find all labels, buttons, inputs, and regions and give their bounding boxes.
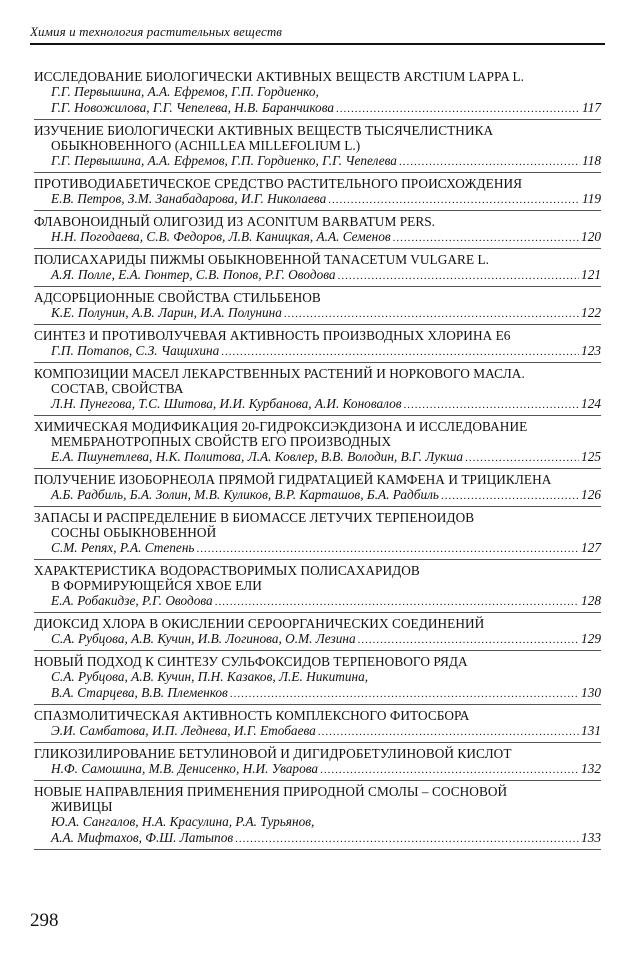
entry-title: ДИОКСИД ХЛОРА В ОКИСЛЕНИИ СЕРООРГАНИЧЕСКИХ СОЕДИНЕНИЙ bbox=[34, 616, 485, 631]
entry-page-number: 125 bbox=[581, 449, 601, 464]
entry-authors: С.М. Репях, Р.А. Степень bbox=[51, 540, 195, 555]
entry-authors: В.А. Старцева, В.В. Племенков bbox=[51, 685, 228, 700]
entry-authors-line bbox=[34, 267, 601, 284]
entry-authors: Г.Г. Первышина, А.А. Ефремов, Г.П. Гордиенко, Г.Г. Чепелева bbox=[51, 153, 397, 168]
entry-authors: Е.А. Робакидзе, Р.Г. Оводова bbox=[51, 593, 213, 608]
dot-leader bbox=[399, 154, 580, 170]
entry-authors-line bbox=[34, 723, 601, 740]
dot-leader bbox=[284, 306, 579, 322]
entry-title: КОМПОЗИЦИИ МАСЕЛ ЛЕКАРСТВЕННЫХ РАСТЕНИЙ И НОРКОВОГО МАСЛА. bbox=[34, 366, 525, 381]
entry-title: В ФОРМИРУЮЩЕЙСЯ ХВОЕ ЕЛИ bbox=[51, 578, 262, 593]
entry-authors: Н.Н. Погодаева, С.В. Федоров, Л.В. Каницкая, А.А. Семенов bbox=[51, 229, 391, 244]
entry-page-number: 117 bbox=[582, 100, 601, 115]
table-of-contents bbox=[34, 66, 601, 850]
entry-page-number: 119 bbox=[582, 191, 601, 206]
entry-authors-line bbox=[34, 540, 601, 557]
entry-page-number: 126 bbox=[581, 487, 601, 502]
entry-authors-line bbox=[34, 305, 601, 322]
entry-page-number: 122 bbox=[581, 305, 601, 320]
entry-page-number: 132 bbox=[581, 761, 601, 776]
entry-authors: С.А. Рубцова, А.В. Кучин, И.В. Логинова, О.М. Лезина bbox=[51, 631, 356, 646]
entry-page-number: 128 bbox=[581, 593, 601, 608]
entry-authors: Г.Г. Новожилова, Г.Г. Чепелева, Н.В. Баранчикова bbox=[51, 100, 335, 115]
dot-leader bbox=[215, 594, 579, 610]
dot-leader bbox=[404, 397, 580, 413]
entry-title: ПОЛУЧЕНИЕ ИЗОБОРНЕОЛА ПРЯМОЙ ГИДРАТАЦИЕЙ КАМФЕНА И ТРИЦИКЛЕНА bbox=[34, 472, 552, 487]
entry-authors: Н.Ф. Самошина, М.В. Денисенко, Н.И. Уварова bbox=[51, 761, 319, 776]
entry-authors: Е.В. Петров, З.М. Занабадарова, И.Г. Николаева bbox=[51, 191, 327, 206]
entry-title: ИССЛЕДОВАНИЕ БИОЛОГИЧЕСКИ АКТИВНЫХ ВЕЩЕСТВ ARCTIUM LAPPA L. bbox=[34, 69, 525, 84]
entry-title: АДСОРБЦИОННЫЕ СВОЙСТВА СТИЛЬБЕНОВ bbox=[34, 290, 321, 305]
entry-authors-line bbox=[34, 449, 601, 466]
toc-entry bbox=[34, 211, 601, 249]
dot-leader bbox=[441, 488, 579, 504]
dot-leader bbox=[320, 762, 579, 778]
entry-title: СОСТАВ, СВОЙСТВА bbox=[51, 381, 184, 396]
entry-authors: А.Б. Радбиль, Б.А. Золин, М.В. Куликов, В.Р. Карташов, Б.А. Радбиль bbox=[51, 487, 439, 502]
entry-page-number: 127 bbox=[581, 540, 601, 555]
entry-page-number: 123 bbox=[581, 343, 601, 358]
toc-entry bbox=[34, 781, 601, 850]
dot-leader bbox=[336, 101, 580, 117]
dot-leader bbox=[393, 230, 579, 246]
entry-authors: А.А. Мифтахов, Ф.Ш. Латыпов bbox=[51, 830, 234, 845]
dot-leader bbox=[221, 344, 579, 360]
entry-title: ИЗУЧЕНИЕ БИОЛОГИЧЕСКИ АКТИВНЫХ ВЕЩЕСТВ ТЫСЯЧЕЛИСТНИКА bbox=[34, 123, 494, 138]
toc-entry bbox=[34, 120, 601, 173]
entry-page-number: 131 bbox=[581, 723, 601, 738]
entry-page-number: 120 bbox=[581, 229, 601, 244]
entry-page-number: 124 bbox=[581, 396, 601, 411]
dot-leader bbox=[197, 541, 580, 557]
dot-leader bbox=[235, 831, 579, 847]
entry-title: ПОЛИСАХАРИДЫ ПИЖМЫ ОБЫКНОВЕННОЙ TANACETUM VULGARE L. bbox=[34, 252, 490, 267]
entry-authors: Ю.А. Сангалов, Н.А. Красулина, Р.А. Турьянов, bbox=[51, 814, 315, 829]
entry-title: МЕМБРАНОТРОПНЫХ СВОЙСТВ ЕГО ПРОИЗВОДНЫХ bbox=[51, 434, 392, 449]
entry-title: НОВЫЙ ПОДХОД К СИНТЕЗУ СУЛЬФОКСИДОВ ТЕРПЕНОВОГО РЯДА bbox=[34, 654, 468, 669]
entry-page-number: 129 bbox=[581, 631, 601, 646]
toc-entry bbox=[34, 560, 601, 613]
toc-entry bbox=[34, 66, 601, 120]
entry-authors: К.Е. Полунин, А.В. Ларин, И.А. Полунина bbox=[51, 305, 282, 320]
entry-title: ПРОТИВОДИАБЕТИЧЕСКОЕ СРЕДСТВО РАСТИТЕЛЬНОГО ПРОИСХОЖДЕНИЯ bbox=[34, 176, 523, 191]
entry-title: СОСНЫ ОБЫКНОВЕННОЙ bbox=[51, 525, 217, 540]
page-number: 298 bbox=[30, 910, 59, 931]
entry-authors-line bbox=[34, 396, 601, 413]
toc-entry bbox=[34, 651, 601, 705]
entry-title: ЖИВИЦЫ bbox=[51, 799, 113, 814]
entry-authors-line bbox=[34, 830, 601, 847]
entry-authors-line bbox=[34, 191, 601, 208]
entry-authors: А.Я. Полле, Е.А. Гюнтер, С.В. Попов, Р.Г. Оводова bbox=[51, 267, 336, 282]
toc-entry bbox=[34, 287, 601, 325]
entry-title: ГЛИКОЗИЛИРОВАНИЕ БЕТУЛИНОВОЙ И ДИГИДРОБЕТУЛИНОВОЙ КИСЛОТ bbox=[34, 746, 512, 761]
dot-leader bbox=[328, 192, 580, 208]
toc-entry bbox=[34, 469, 601, 507]
entry-authors-line bbox=[34, 343, 601, 360]
entry-title: ЗАПАСЫ И РАСПРЕДЕЛЕНИЕ В БИОМАССЕ ЛЕТУЧИХ ТЕРПЕНОИДОВ bbox=[34, 510, 475, 525]
entry-authors: Г.Г. Первышина, А.А. Ефремов, Г.П. Гордиенко, bbox=[51, 84, 319, 99]
dot-leader bbox=[465, 450, 579, 466]
toc-entry bbox=[34, 507, 601, 560]
entry-page-number: 118 bbox=[582, 153, 601, 168]
toc-entry bbox=[34, 705, 601, 743]
entry-authors-line bbox=[34, 685, 601, 702]
toc-entry bbox=[34, 363, 601, 416]
entry-title: ФЛАВОНОИДНЫЙ ОЛИГОЗИД ИЗ ACONITUM BARBATUM PERS. bbox=[34, 214, 436, 229]
entry-title: НОВЫЕ НАПРАВЛЕНИЯ ПРИМЕНЕНИЯ ПРИРОДНОЙ СМОЛЫ – СОСНОВОЙ bbox=[34, 784, 508, 799]
toc-entry bbox=[34, 416, 601, 469]
entry-authors-line bbox=[34, 761, 601, 778]
toc-entry bbox=[34, 173, 601, 211]
dot-leader bbox=[318, 724, 579, 740]
entry-title: ХАРАКТЕРИСТИКА ВОДОРАСТВОРИМЫХ ПОЛИСАХАРИДОВ bbox=[34, 563, 420, 578]
toc-entry bbox=[34, 613, 601, 651]
entry-page-number: 121 bbox=[581, 267, 601, 282]
entry-authors: Г.П. Потапов, С.З. Чащихина bbox=[51, 343, 220, 358]
entry-authors-line bbox=[34, 487, 601, 504]
toc-entry bbox=[34, 249, 601, 287]
entry-title: СИНТЕЗ И ПРОТИВОЛУЧЕВАЯ АКТИВНОСТЬ ПРОИЗВОДНЫХ ХЛОРИНА Е6 bbox=[34, 328, 511, 343]
entry-authors-line bbox=[34, 229, 601, 246]
dot-leader bbox=[358, 632, 579, 648]
entry-title: ХИМИЧЕСКАЯ МОДИФИКАЦИЯ 20-ГИДРОКСИЭКДИЗОНА И ИССЛЕДОВАНИЕ bbox=[34, 419, 528, 434]
entry-authors-line bbox=[34, 153, 601, 170]
entry-authors: Е.А. Пшунетлева, Н.К. Политова, Л.А. Ковлер, В.В. Володин, В.Г. Лукша bbox=[51, 449, 464, 464]
entry-authors-line bbox=[34, 631, 601, 648]
entry-authors: Л.Н. Пунегова, Т.С. Шитова, И.И. Курбанова, А.И. Коновалов bbox=[51, 396, 402, 411]
entry-page-number: 130 bbox=[581, 685, 601, 700]
toc-entry bbox=[34, 743, 601, 781]
dot-leader bbox=[230, 686, 579, 702]
entry-authors: С.А. Рубцова, А.В. Кучин, П.Н. Казаков, Л.Е. Никитина, bbox=[51, 669, 369, 684]
entry-title: ОБЫКНОВЕННОГО (ACHILLEA MILLEFOLIUM L.) bbox=[51, 138, 361, 153]
entry-authors-line bbox=[34, 593, 601, 610]
entry-page-number: 133 bbox=[581, 830, 601, 845]
dot-leader bbox=[338, 268, 579, 284]
entry-authors-line bbox=[34, 100, 601, 117]
running-header: Химия и технология растительных веществ bbox=[30, 24, 605, 45]
entry-title: СПАЗМОЛИТИЧЕСКАЯ АКТИВНОСТЬ КОМПЛЕКСНОГО ФИТОСБОРА bbox=[34, 708, 470, 723]
toc-entry bbox=[34, 325, 601, 363]
entry-authors: Э.И. Самбатова, И.П. Леднева, И.Г. Етобаева bbox=[51, 723, 316, 738]
